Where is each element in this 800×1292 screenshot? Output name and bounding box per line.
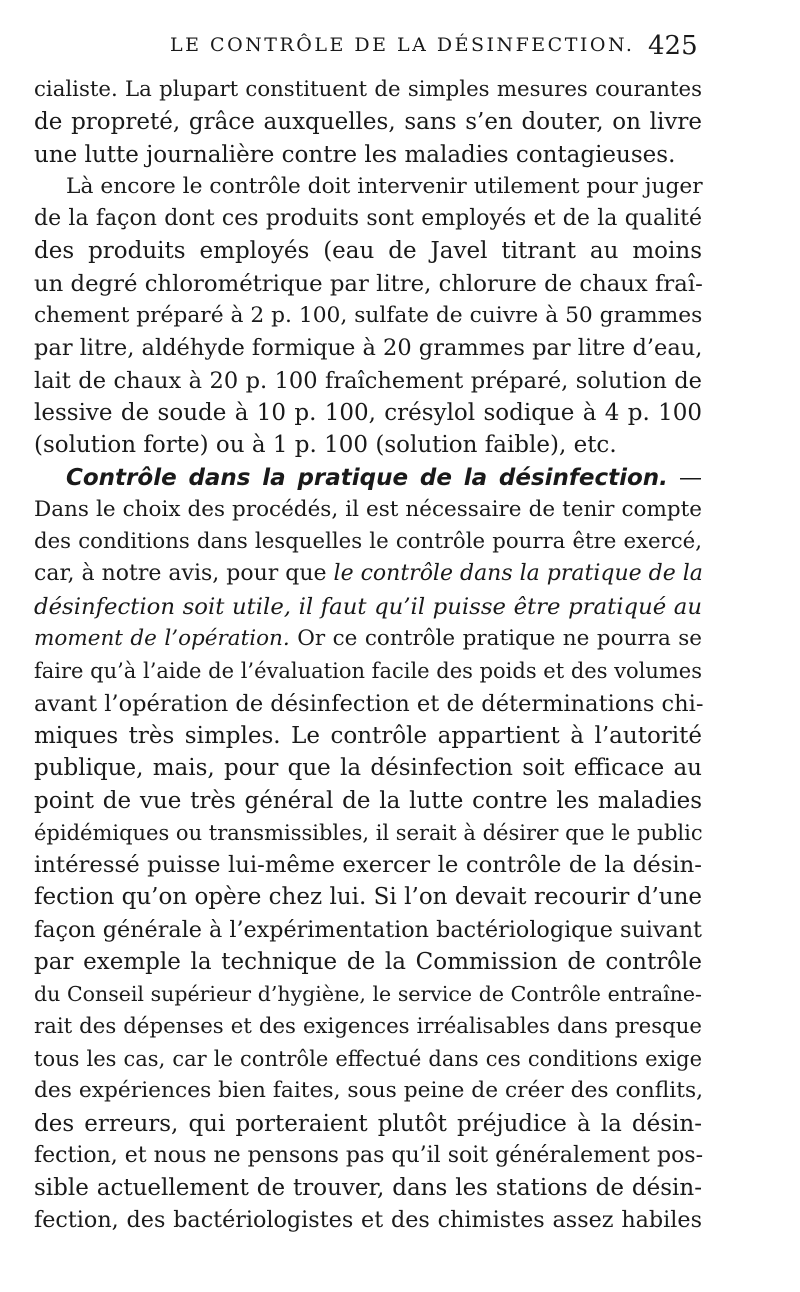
text-line: des expériences bien faites, sous peine de créer des conflits, xyxy=(34,1078,704,1104)
italic-run: moment de l’opération. xyxy=(34,626,290,652)
text-line: lait de chaux à 20 p. 100 fraîchement préparé, solution de xyxy=(34,367,702,394)
text-run: car, à notre avis, pour que xyxy=(34,561,334,587)
text-line: une lutte journalière contre les maladies contagieuses. xyxy=(34,141,676,168)
running-header xyxy=(0,30,800,66)
text-line: un degré chlorométrique par litre, chlorure de chaux fraî- xyxy=(34,270,703,297)
text-line: sible actuellement de trouver, dans les stations de désin- xyxy=(34,1175,702,1202)
text-line: de propreté, grâce auxquelles, sans s’en douter, on livre xyxy=(34,109,702,136)
section-heading: Contrôle dans la pratique de la désinfection. xyxy=(66,464,668,491)
text-line: miques très simples. Le contrôle appartient à l’autorité xyxy=(34,722,702,749)
text-line: lessive de soude à 10 p. 100, crésylol sodique à 4 p. 100 xyxy=(34,399,702,426)
text-line: publique, mais, pour que la désinfection soit efficace au xyxy=(34,755,702,782)
text-line xyxy=(34,591,702,623)
text-line: épidémiques ou transmissibles, il serait à désirer que le public xyxy=(34,820,703,845)
text-line: (solution forte) ou à 1 p. 100 (solution faible), etc. xyxy=(34,432,617,459)
text-line xyxy=(34,558,702,590)
text-line: de la façon dont ces produits sont employés et de la qualité xyxy=(34,206,702,232)
text-line: chement préparé à 2 p. 100, sulfate de cuivre à 50 grammes xyxy=(34,303,703,329)
text-line: façon générale à l’expérimentation bactériologique suivant xyxy=(34,916,702,943)
heading-dash: — xyxy=(667,464,702,491)
text-line: par litre, aldéhyde formique à 20 grammes par litre d’eau, xyxy=(34,335,703,362)
text-line: faire qu’à l’aide de l’évaluation facile des poids et des volumes xyxy=(34,659,703,684)
text-line: Dans le choix des procédés, il est nécessaire de tenir compte xyxy=(34,496,702,522)
text-line xyxy=(34,623,702,655)
body-text xyxy=(34,74,702,1237)
text-line: fection, des bactériologistes et des chimistes assez habiles xyxy=(34,1207,702,1234)
italic-run: le contrôle dans la pratique de la xyxy=(333,561,703,587)
running-title: LE CONTRÔLE DE LA DÉSINFECTION. xyxy=(170,34,635,56)
text-run: Or ce contrôle pratique ne pourra se xyxy=(289,626,702,652)
text-line: intéressé puisse lui-même exercer le contrôle de la désin- xyxy=(34,852,702,879)
text-line: des erreurs, qui porteraient plutôt préjudice à la désin- xyxy=(34,1110,702,1137)
text-line: du Conseil supérieur d’hygiène, le service de Contrôle entraîne- xyxy=(34,982,702,1007)
text-line: avant l’opération de désinfection et de déterminations chi- xyxy=(34,690,704,717)
text-line: point de vue très général de la lutte contre les maladies xyxy=(34,787,702,814)
text-line: rait des dépenses et des exigences irréalisables dans presque xyxy=(34,1013,702,1039)
italic-run: désinfection soit utile, il faut qu’il puisse être pratiqué au xyxy=(34,593,702,620)
text-line: fection, et nous ne pensons pas qu’il soit généralement pos- xyxy=(34,1142,704,1168)
text-line: par exemple la technique de la Commission de contrôle xyxy=(34,949,702,976)
text-line: Là encore le contrôle doit intervenir utilement pour juger xyxy=(66,173,703,199)
text-line: des conditions dans lesquelles le contrôle pourra être exercé, xyxy=(34,529,702,555)
text-line: tous les cas, car le contrôle effectué dans ces conditions exige xyxy=(34,1046,702,1071)
text-line: cialiste. La plupart constituent de simples mesures courantes xyxy=(34,77,702,102)
text-line: des produits employés (eau de Javel titrant au moins xyxy=(34,238,702,265)
page-number: 425 xyxy=(648,31,698,61)
text-line: fection qu’on opère chez lui. Si l’on devait recourir d’une xyxy=(34,884,702,911)
section-heading-line xyxy=(34,462,702,494)
